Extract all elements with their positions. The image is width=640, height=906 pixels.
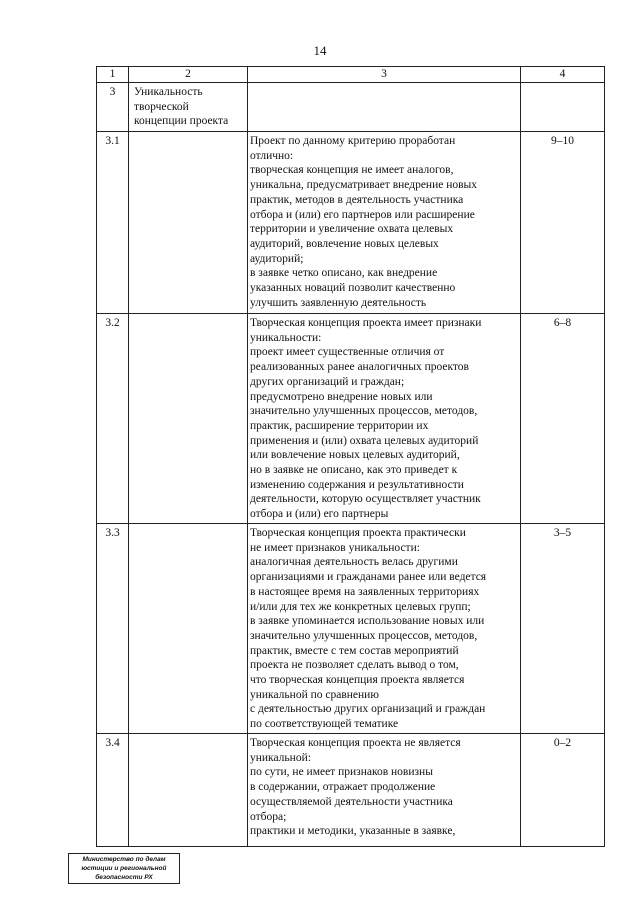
description-line: организациями и гражданами ранее или ведется — [250, 571, 487, 584]
description-line: применения и (или) охвата целевых аудиторий — [250, 434, 479, 447]
section-title — [129, 83, 248, 132]
section-empty-cell — [248, 83, 521, 132]
row-score: 3–5 — [521, 524, 605, 734]
stamp-line: безопасности РХ — [95, 874, 153, 881]
stamp-line: Министерство по делам — [82, 856, 166, 863]
description-line: по соответствующей тематике — [250, 718, 399, 731]
description-line: уникальной: — [250, 751, 311, 764]
description-line: уникальности: — [250, 331, 322, 344]
description-line: по сути, не имеет признаков новизны — [250, 766, 433, 779]
description-line: практик, вместе с тем состав мероприятий — [250, 644, 459, 657]
criteria-table — [96, 66, 605, 847]
row-number: 3.3 — [97, 524, 129, 734]
description-line: территории и увеличение охвата целевых — [250, 223, 454, 236]
description-line: изменению содержания и результативности — [250, 478, 464, 491]
description-line: практик, методов в деятельность участника — [250, 193, 464, 206]
row-description — [248, 524, 521, 734]
description-line: не имеет признаков уникальности: — [250, 541, 420, 554]
section-title-line: творческой — [134, 100, 189, 113]
description-line: отбора; — [250, 810, 287, 823]
description-line: в настоящее время на заявленных территориях — [250, 585, 480, 598]
description-line: с деятельностью других организаций и граждан — [250, 703, 486, 716]
row-number: 3.4 — [97, 734, 129, 847]
description-line: других организаций и граждан; — [250, 375, 405, 388]
header-cell-1: 1 — [97, 67, 129, 83]
header-cell-4: 4 — [521, 67, 605, 83]
table-row — [97, 314, 605, 524]
header-cell-2: 2 — [129, 67, 248, 83]
description-line: аудиторий; — [250, 252, 304, 265]
section-title-line: Уникальность — [134, 86, 203, 98]
row-description — [248, 132, 521, 314]
description-line: уникальна, предусматривает внедрение новых — [250, 179, 478, 192]
description-line: в заявке упоминается использование новых или — [250, 615, 485, 628]
ministry-stamp — [68, 853, 180, 884]
description-line: предусмотрено внедрение новых или — [250, 390, 433, 403]
row-number: 3.1 — [97, 132, 129, 314]
row-description — [248, 314, 521, 524]
row-score: 6–8 — [521, 314, 605, 524]
description-line: уникальной по сравнению — [250, 688, 379, 701]
description-line: указанных новаций позволит качественно — [250, 282, 456, 295]
description-line: что творческая концепция проекта является — [250, 674, 465, 687]
description-line: в содержании, отражает продолжение — [250, 781, 436, 794]
row-score: 0–2 — [521, 734, 605, 847]
description-line: Творческая концепция проекта практически — [250, 527, 466, 539]
page-number: 14 — [313, 43, 327, 58]
description-line: проект имеет существенные отличия от — [250, 346, 445, 359]
row-number: 3.2 — [97, 314, 129, 524]
description-line: творческая концепция не имеет аналогов, — [250, 164, 454, 177]
description-line: или вовлечение новых целевых аудиторий, — [250, 449, 460, 462]
section-title-line: концепции проекта — [134, 115, 229, 128]
description-line: осуществляемой деятельности участника — [250, 795, 453, 808]
row-empty-cell — [129, 524, 248, 734]
description-line: аналогичная деятельность велась другими — [250, 556, 458, 569]
header-cell-3: 3 — [248, 67, 521, 83]
description-line: улучшить заявленную деятельность — [250, 296, 427, 309]
description-line: практики и методики, указанные в заявке, — [250, 825, 456, 838]
table-row — [97, 132, 605, 314]
table-row — [97, 524, 605, 734]
row-empty-cell — [129, 314, 248, 524]
description-line: Творческая концепция проекта не является — [250, 737, 461, 749]
description-line: в заявке четко описано, как внедрение — [250, 267, 438, 280]
table-row — [97, 734, 605, 847]
description-line: и/или для тех же конкретных целевых групп; — [250, 600, 471, 613]
row-empty-cell — [129, 734, 248, 847]
description-line: Проект по данному критерию проработан — [250, 135, 456, 147]
description-line: отлично: — [250, 149, 294, 162]
description-line: практик, расширение территории их — [250, 419, 429, 432]
section-number: 3 — [97, 83, 129, 132]
description-line: отбора и (или) его партнеры — [250, 508, 389, 521]
section-empty-cell — [521, 83, 605, 132]
description-line: но в заявке не описано, как это приведет к — [250, 464, 458, 477]
description-line: аудиторий, вовлечение новых целевых — [250, 237, 439, 250]
description-line: Творческая концепция проекта имеет признаки — [250, 317, 482, 329]
row-description — [248, 734, 521, 847]
row-empty-cell — [129, 132, 248, 314]
section-row — [97, 83, 605, 132]
description-line: проекта не позволяет сделать вывод о том, — [250, 659, 459, 672]
description-line: деятельности, которую осуществляет участник — [250, 493, 481, 506]
row-score: 9–10 — [521, 132, 605, 314]
description-line: реализованных ранее аналогичных проектов — [250, 361, 469, 374]
table-header-row — [97, 67, 605, 83]
description-line: значительно улучшенных процессов, методов, — [250, 405, 478, 418]
description-line: отбора и (или) его партнеров или расширение — [250, 208, 475, 221]
stamp-line: юстиции и региональной — [81, 865, 167, 872]
description-line: значительно улучшенных процессов, методов, — [250, 629, 478, 642]
